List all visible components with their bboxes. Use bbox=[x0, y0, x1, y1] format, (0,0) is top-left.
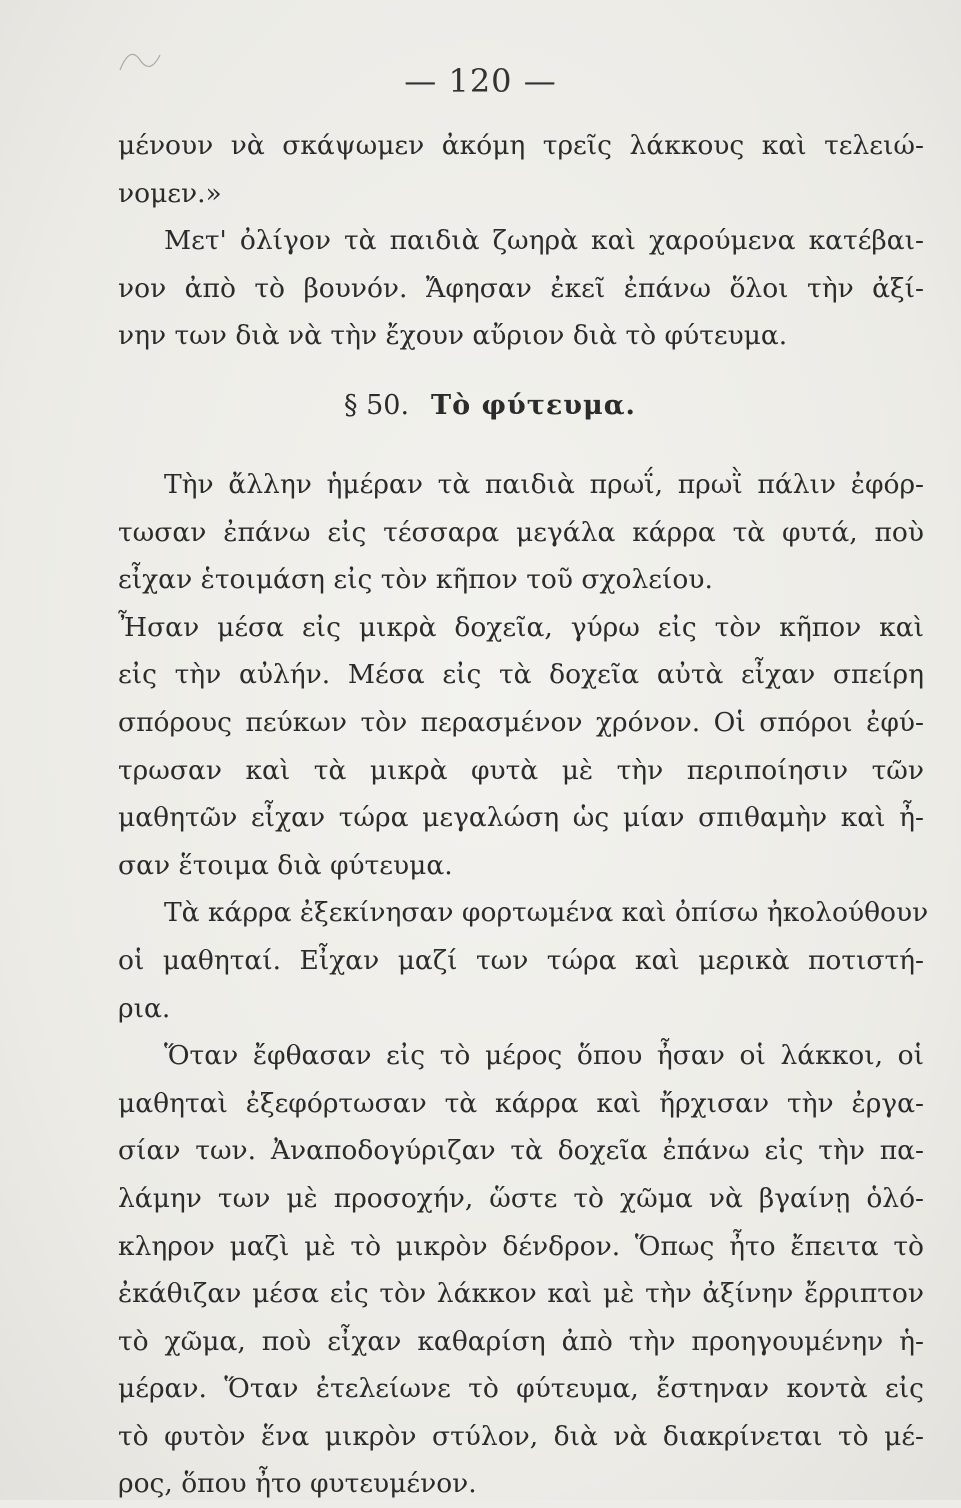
section-heading bbox=[344, 390, 636, 421]
top-paragraphs bbox=[118, 122, 924, 360]
text-line: τωσαν ἐπάνω εἰς τέσσαρα μεγάλα κάρρα τὰ φυτά, ποὺ bbox=[118, 516, 924, 548]
text-line: εἶχαν ἑτοιμάση εἰς τὸν κῆπον τοῦ σχολείου. bbox=[118, 564, 713, 596]
section-number: § 50. bbox=[344, 390, 410, 421]
text-line: τὸ φυτὸν ἕνα μικρὸν στύλον, διὰ νὰ διακρίνεται τὸ μέ- bbox=[118, 1420, 924, 1452]
text-line: μαθητῶν εἶχαν τώρα μεγαλώση ὡς μίαν σπιθαμὴν καὶ ἦ- bbox=[118, 802, 924, 834]
text-line: οἱ μαθηταί. Εἶχαν μαζί των τώρα καὶ μερικὰ ποτιστή- bbox=[118, 944, 924, 976]
text-line: Τὴν ἄλλην ἡμέραν τὰ παιδιὰ πρωΐ, πρωῒ πάλιν ἐφόρ- bbox=[164, 469, 924, 500]
text-line: σπόρους πεύκων τὸν περασμένον χρόνον. Οἱ σπόροι ἐφύ- bbox=[118, 706, 924, 738]
text-line: Ἦσαν μέσα εἰς μικρὰ δοχεῖα, γύρω εἰς τὸν κῆπον καὶ bbox=[118, 611, 924, 643]
text-line: ρος, ὅπου ἦτο φυτευμένον. bbox=[118, 1468, 477, 1500]
text-line: ἐκάθιζαν μέσα εἰς τὸν λάκκον καὶ μὲ τὴν ἀξίνην ἔρριπτον bbox=[118, 1278, 924, 1310]
text-line: τὸ χῶμα, ποὺ εἶχαν καθαρίση ἀπὸ τὴν προηγουμένην ἡ- bbox=[118, 1325, 924, 1357]
text-line: σίαν των. Ἀναποδογύριζαν τὰ δοχεῖα ἐπάνω εἰς τὴν πα- bbox=[118, 1135, 924, 1167]
text-line: μέραν. Ὅταν ἐτελείωνε τὸ φύτευμα, ἔστηναν κοντὰ εἰς bbox=[118, 1373, 924, 1405]
text-line: μαθηταὶ ἐξεφόρτωσαν τὰ κάρρα καὶ ἤρχισαν τὴν ἐργα- bbox=[118, 1087, 924, 1119]
text-line: Τὰ κάρρα ἐξεκίνησαν φορτωμένα καὶ ὀπίσω ἠκολούθουν bbox=[164, 897, 929, 929]
text-line: ρια. bbox=[118, 992, 171, 1024]
text-line: Ὅταν ἔφθασαν εἰς τὸ μέρος ὅπου ἦσαν οἱ λάκκοι, οἱ bbox=[164, 1040, 924, 1072]
text-line: νομεν.» bbox=[118, 177, 222, 209]
text-line: νην των διὰ νὰ τὴν ἔχουν αὔριον διὰ τὸ φύτευμα. bbox=[118, 320, 788, 352]
text-line: σαν ἕτοιμα διὰ φύτευμα. bbox=[118, 849, 453, 881]
page-number: — 120 — bbox=[404, 62, 557, 100]
text-line: νον ἀπὸ τὸ βουνόν. Ἄφησαν ἐκεῖ ἐπάνω ὅλοι τὴν ἀξί- bbox=[118, 272, 924, 304]
text-line: λάμην των μὲ προσοχήν, ὥστε τὸ χῶμα νὰ βγαίνῃ ὁλό- bbox=[118, 1182, 924, 1214]
text-line: μένουν νὰ σκάψωμεν ἀκόμη τρεῖς λάκκους καὶ τελειώ- bbox=[118, 130, 924, 161]
main-paragraphs bbox=[118, 461, 929, 1508]
section-title: Τὸ φύτευμα. bbox=[431, 390, 636, 421]
text-line: τρωσαν καὶ τὰ μικρὰ φυτὰ μὲ τὴν περιποίησιν τῶν bbox=[118, 754, 924, 786]
text-line: εἰς τὴν αὐλήν. Μέσα εἰς τὰ δοχεῖα αὐτὰ εἶχαν σπείρη bbox=[118, 659, 924, 691]
text-line: Μετ' ὀλίγον τὰ παιδιὰ ζωηρὰ καὶ χαρούμενα κατέβαι- bbox=[164, 225, 924, 257]
text-line: κληρον μαζὶ μὲ τὸ μικρὸν δένδρον. Ὅπως ἦτο ἔπειτα τὸ bbox=[118, 1230, 924, 1262]
